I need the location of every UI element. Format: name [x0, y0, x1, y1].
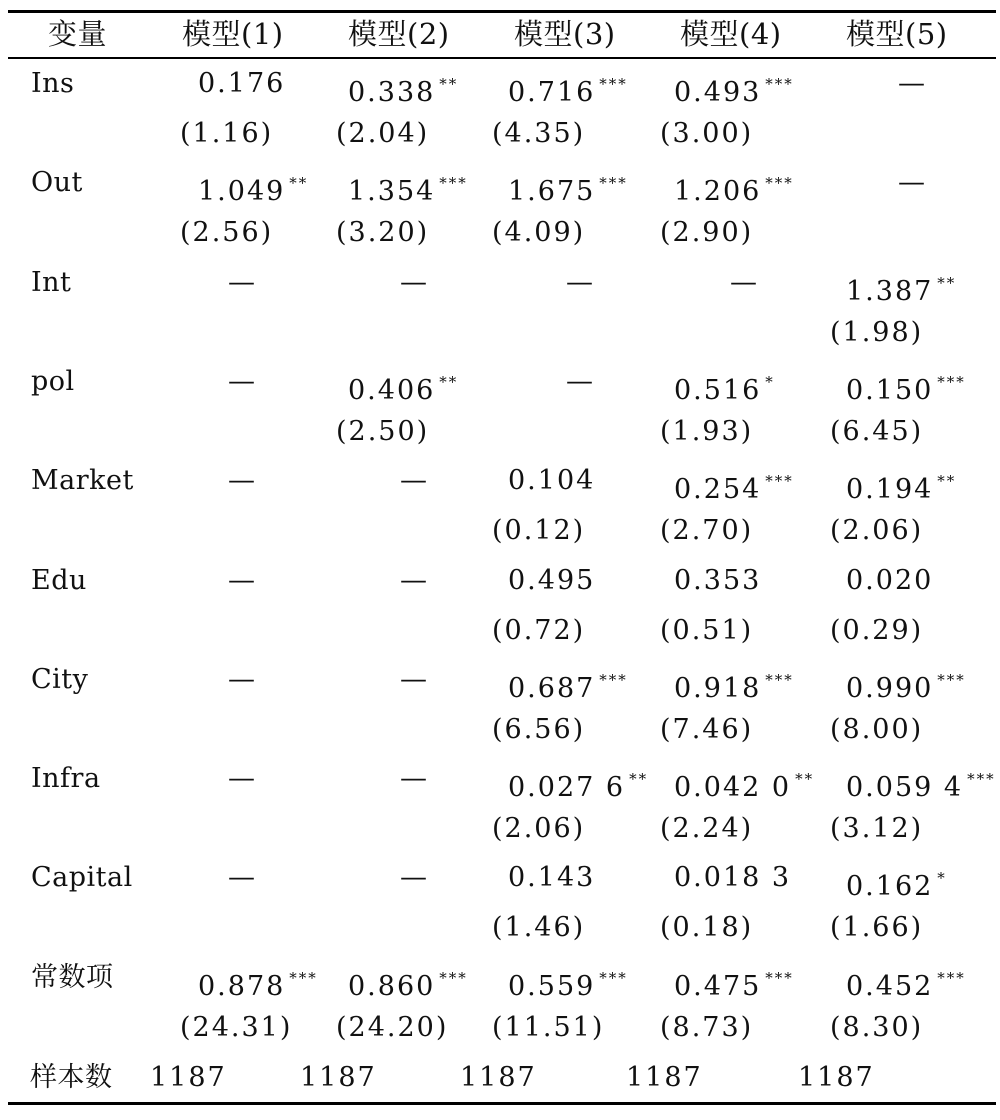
- coef-cell: [198, 167, 308, 208]
- coef-cell: [508, 763, 648, 804]
- coef-cell: [846, 565, 933, 597]
- t-stat: (24.31): [180, 1012, 293, 1043]
- coef-value: 0.018 3: [674, 862, 792, 893]
- significance-stars: ***: [599, 174, 628, 192]
- coef-value: —: [400, 763, 429, 794]
- t-stat: (2.90): [660, 217, 754, 248]
- significance-stars: ***: [937, 671, 966, 689]
- coef-cell: [846, 465, 956, 506]
- significance-stars: ***: [599, 75, 628, 93]
- coef-value: 0.176: [198, 68, 286, 99]
- coef-value: —: [898, 167, 927, 198]
- significance-stars: **: [937, 274, 957, 292]
- row-label: Int: [31, 267, 72, 298]
- t-stat: (0.18): [660, 912, 754, 943]
- coef-cell: [508, 167, 628, 208]
- coef-cell: [348, 366, 458, 407]
- coef-cell: [508, 68, 628, 109]
- header-model-2: 模型(2): [348, 17, 450, 51]
- coef-cell: [846, 962, 966, 1003]
- t-stat: (2.04): [336, 118, 430, 149]
- coef-value: 0.059 4: [846, 772, 964, 803]
- coef-cell: [674, 862, 791, 894]
- coef-value: 0.254: [674, 474, 762, 505]
- coef-cell: [228, 267, 257, 299]
- coef-cell: [846, 267, 956, 308]
- coef-value: 0.162: [846, 871, 934, 902]
- coef-cell: [674, 565, 761, 597]
- significance-stars: *: [937, 869, 947, 887]
- coef-value: 0.516: [674, 375, 762, 406]
- coef-cell: [508, 664, 628, 705]
- coef-value: —: [730, 267, 759, 298]
- row-label: Out: [31, 167, 83, 198]
- coef-value: 0.194: [846, 474, 934, 505]
- coef-cell: [228, 465, 257, 497]
- coef-value: 1.354: [348, 176, 436, 207]
- significance-stars: *: [765, 373, 775, 391]
- coef-value: 0.493: [674, 77, 762, 108]
- coef-value: 0.559: [508, 971, 596, 1002]
- coef-cell: [400, 763, 429, 795]
- coef-cell: [198, 962, 318, 1003]
- coef-cell: [198, 68, 285, 100]
- coef-value: 0.042 0: [674, 772, 792, 803]
- coef-cell: [400, 862, 429, 894]
- coef-cell: [674, 465, 794, 506]
- significance-stars: **: [629, 770, 649, 788]
- significance-stars: ***: [765, 472, 794, 490]
- t-stat: (1.46): [492, 912, 586, 943]
- coef-value: —: [228, 664, 257, 695]
- header-model-1: 模型(1): [182, 17, 284, 51]
- coef-value: —: [400, 664, 429, 695]
- significance-stars: ***: [765, 969, 794, 987]
- coef-cell: [674, 68, 794, 109]
- coef-cell: [898, 167, 927, 199]
- bottom-rule: [8, 1102, 996, 1105]
- coef-cell: [348, 167, 468, 208]
- coef-cell: [674, 763, 814, 804]
- row-label: pol: [31, 366, 75, 397]
- coef-value: 0.452: [846, 971, 934, 1002]
- header-model-3: 模型(3): [514, 17, 616, 51]
- sample-value-1: 1187: [150, 1062, 227, 1093]
- coef-value: —: [898, 68, 927, 99]
- significance-stars: **: [795, 770, 815, 788]
- t-stat: (0.29): [830, 615, 924, 646]
- header-variable: 变量: [48, 17, 108, 51]
- coef-value: —: [566, 267, 595, 298]
- significance-stars: **: [439, 75, 459, 93]
- row-label: 常数项: [31, 962, 114, 993]
- coef-value: 1.049: [198, 176, 286, 207]
- coef-value: 0.338: [348, 77, 436, 108]
- t-stat: (8.73): [660, 1012, 754, 1043]
- coef-value: 0.495: [508, 565, 596, 596]
- sample-value-3: 1187: [460, 1062, 537, 1093]
- coef-value: 0.687: [508, 673, 596, 704]
- coef-value: 1.387: [846, 276, 934, 307]
- coef-cell: [730, 267, 759, 299]
- t-stat: (1.93): [660, 416, 754, 447]
- sample-label: 样本数: [30, 1062, 113, 1093]
- significance-stars: ***: [967, 770, 996, 788]
- significance-stars: ***: [289, 969, 318, 987]
- coef-cell: [566, 366, 595, 398]
- coef-value: 0.860: [348, 971, 436, 1002]
- significance-stars: ***: [937, 969, 966, 987]
- coef-cell: [228, 366, 257, 398]
- coef-value: —: [400, 862, 429, 893]
- t-stat: (2.06): [492, 813, 586, 844]
- coef-cell: [508, 465, 595, 497]
- t-stat: (11.51): [492, 1012, 605, 1043]
- row-label: Infra: [31, 763, 101, 794]
- t-stat: (0.72): [492, 615, 586, 646]
- significance-stars: ***: [439, 174, 468, 192]
- t-stat: (1.66): [830, 912, 924, 943]
- significance-stars: ***: [765, 671, 794, 689]
- row-label: City: [31, 664, 89, 695]
- significance-stars: **: [439, 373, 459, 391]
- coef-cell: [674, 962, 794, 1003]
- t-stat: (6.45): [830, 416, 924, 447]
- coef-cell: [400, 465, 429, 497]
- t-stat: (4.09): [492, 217, 586, 248]
- coef-value: 0.104: [508, 465, 596, 496]
- coef-value: 0.475: [674, 971, 762, 1002]
- coef-value: 0.150: [846, 375, 934, 406]
- coef-cell: [228, 565, 257, 597]
- t-stat: (2.06): [830, 515, 924, 546]
- sample-value-5: 1187: [798, 1062, 875, 1093]
- coef-cell: [348, 962, 468, 1003]
- coef-cell: [400, 267, 429, 299]
- coef-value: —: [566, 366, 595, 397]
- t-stat: (0.12): [492, 515, 586, 546]
- coef-cell: [674, 167, 794, 208]
- coef-cell: [348, 68, 458, 109]
- significance-stars: **: [937, 472, 957, 490]
- coef-cell: [566, 267, 595, 299]
- coef-value: —: [228, 366, 257, 397]
- coef-cell: [846, 763, 996, 804]
- t-stat: (4.35): [492, 118, 586, 149]
- t-stat: (1.16): [180, 118, 274, 149]
- t-stat: (1.98): [830, 317, 924, 348]
- t-stat: (8.00): [830, 714, 924, 745]
- coef-value: 0.353: [674, 565, 762, 596]
- coef-cell: [898, 68, 927, 100]
- coef-cell: [228, 862, 257, 894]
- coef-cell: [228, 664, 257, 696]
- t-stat: (2.24): [660, 813, 754, 844]
- coef-cell: [400, 565, 429, 597]
- coef-value: 0.918: [674, 673, 762, 704]
- coef-cell: [846, 862, 947, 903]
- coef-value: 1.675: [508, 176, 596, 207]
- coef-value: —: [228, 862, 257, 893]
- significance-stars: ***: [599, 969, 628, 987]
- coef-value: —: [228, 267, 257, 298]
- coef-cell: [508, 862, 595, 894]
- significance-stars: ***: [765, 174, 794, 192]
- row-label: Ins: [31, 68, 75, 99]
- coef-value: —: [400, 465, 429, 496]
- sample-value-4: 1187: [626, 1062, 703, 1093]
- t-stat: (3.20): [336, 217, 430, 248]
- coef-value: 0.143: [508, 862, 596, 893]
- coef-cell: [400, 664, 429, 696]
- coef-cell: [674, 664, 794, 705]
- coef-value: 0.020: [846, 565, 934, 596]
- t-stat: (2.70): [660, 515, 754, 546]
- t-stat: (3.00): [660, 118, 754, 149]
- significance-stars: ***: [599, 671, 628, 689]
- t-stat: (2.50): [336, 416, 430, 447]
- row-label: Capital: [31, 862, 133, 893]
- row-label: Edu: [31, 565, 87, 596]
- significance-stars: ***: [765, 75, 794, 93]
- t-stat: (0.51): [660, 615, 754, 646]
- sample-value-2: 1187: [300, 1062, 377, 1093]
- significance-stars: ***: [439, 969, 468, 987]
- coef-value: 0.716: [508, 77, 596, 108]
- t-stat: (3.12): [830, 813, 924, 844]
- coef-cell: [508, 962, 628, 1003]
- t-stat: (7.46): [660, 714, 754, 745]
- t-stat: (2.56): [180, 217, 274, 248]
- coef-value: 0.027 6: [508, 772, 626, 803]
- coef-value: —: [228, 565, 257, 596]
- coef-cell: [674, 366, 775, 407]
- coef-cell: [846, 664, 966, 705]
- significance-stars: **: [289, 174, 309, 192]
- top-rule: [8, 10, 996, 13]
- t-stat: (6.56): [492, 714, 586, 745]
- coef-cell: [228, 763, 257, 795]
- coef-value: —: [228, 465, 257, 496]
- header-model-5: 模型(5): [846, 17, 948, 51]
- coef-value: —: [400, 267, 429, 298]
- coef-value: —: [400, 565, 429, 596]
- coef-cell: [508, 565, 595, 597]
- t-stat: (24.20): [336, 1012, 449, 1043]
- coef-value: 0.406: [348, 375, 436, 406]
- coef-value: 1.206: [674, 176, 762, 207]
- coef-value: 0.878: [198, 971, 286, 1002]
- coef-value: —: [228, 763, 257, 794]
- header-rule: [8, 57, 996, 59]
- header-model-4: 模型(4): [680, 17, 782, 51]
- significance-stars: ***: [937, 373, 966, 391]
- row-label: Market: [31, 465, 134, 496]
- coef-cell: [846, 366, 966, 407]
- t-stat: (8.30): [830, 1012, 924, 1043]
- coef-value: 0.990: [846, 673, 934, 704]
